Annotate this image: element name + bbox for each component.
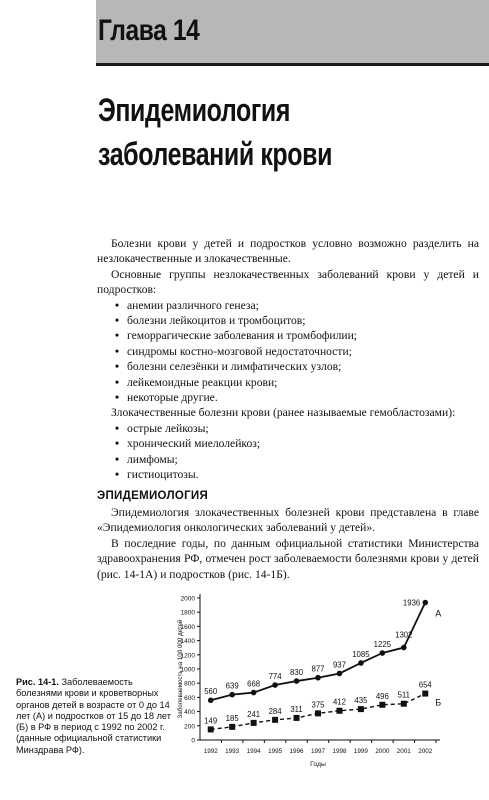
x-tick-label: 1997 [310, 748, 326, 755]
list-item: • синдромы костно-мозговой недостаточности; [127, 344, 479, 359]
chapter-label: Глава 14 [98, 14, 200, 47]
x-tick-label: 2001 [396, 748, 411, 755]
chapter-title [98, 88, 332, 176]
chapter-title-line-1: Эпидемиология [98, 92, 291, 128]
figure-caption-text: Заболеваемость болезнями крови и кроветворных органов детей в возрасте от 0 до 14 лет (А) и подростков от 15 до 18 лет (Б) в РФ в период с 1992 по 2002 г. (данные официальной статистики Минздрава РФ). [16, 677, 171, 755]
x-axis-title: Годы [310, 761, 326, 768]
data-label: 774 [268, 672, 282, 682]
data-label: 435 [354, 696, 368, 706]
y-tick-label: 600 [184, 694, 195, 702]
data-point [294, 678, 300, 684]
y-tick-label: 1800 [180, 609, 195, 617]
data-label: 311 [290, 704, 303, 714]
data-point [358, 706, 364, 712]
data-label: 668 [247, 679, 261, 689]
data-point [315, 710, 321, 716]
data-point [337, 671, 343, 677]
list-item: • некоторые другие. [127, 390, 479, 405]
y-tick-label: 1400 [180, 638, 195, 646]
y-tick-label: 1000 [180, 666, 195, 674]
data-label: 1225 [373, 640, 392, 650]
malignant-disease-list [97, 421, 479, 483]
x-tick-label: 1995 [268, 748, 283, 755]
y-tick-label: 0 [191, 737, 195, 745]
incidence-line-chart [178, 590, 453, 780]
data-point [422, 691, 428, 697]
data-label: 185 [225, 713, 239, 723]
list-item: • гистиоцитозы. [127, 467, 479, 482]
epidemiology-paragraph-1: Эпидемиология злокачественных болезней крови представлена в главе «Эпидемиология онкологических заболеваний у детей». [97, 505, 479, 535]
y-tick-label: 800 [184, 680, 195, 688]
epidemiology-paragraph-2: В последние годы, по данным официальной статистики Министерства здравоохранения РФ, отмечен рост заболеваемости болезнями крови у детей (рис. 14-1А) и подростков (рис. 14-1Б). [97, 536, 479, 581]
data-point [401, 645, 407, 651]
data-point [229, 692, 235, 698]
list-item: • хронический миелолейкоз; [127, 436, 479, 451]
data-label: 412 [332, 697, 346, 707]
chapter-title-line-2: заболеваний крови [98, 136, 333, 172]
data-point [401, 701, 407, 707]
y-tick-label: 200 [184, 723, 195, 731]
data-point [251, 690, 257, 696]
y-axis-title: Заболеваемость на 100 000 детей [177, 619, 184, 719]
x-tick-label: 1996 [289, 748, 304, 755]
data-point [251, 720, 257, 726]
data-point [422, 600, 428, 606]
y-tick-label: 400 [184, 709, 195, 717]
y-tick-label: 1200 [180, 652, 195, 660]
data-label: 496 [375, 691, 389, 701]
data-point [315, 675, 321, 681]
data-label: 375 [311, 700, 325, 710]
x-tick-label: 2000 [375, 748, 390, 755]
list-item: • болезни селезёнки и лимфатических узлов; [127, 359, 479, 374]
data-point [208, 697, 214, 703]
data-label: 284 [268, 706, 282, 716]
list-item: • лимфомы; [127, 452, 479, 467]
data-point [272, 682, 278, 688]
data-point [380, 650, 386, 656]
data-label: 149 [204, 716, 218, 726]
series-name-label: А [435, 608, 442, 619]
data-point [358, 660, 364, 666]
x-tick-label: 1998 [332, 748, 347, 755]
data-point [272, 717, 278, 723]
intro-paragraph-2: Основные группы незлокачественных заболеваний крови у детей и подростков: [97, 267, 479, 297]
data-label: 1936 [402, 598, 421, 608]
series-name-label: Б [435, 697, 442, 708]
series-line-1 [211, 603, 426, 701]
data-label: 937 [332, 660, 346, 670]
list-item: • анемии различного генеза; [127, 298, 479, 313]
list-item: • лейкемоидные реакции крови; [127, 375, 479, 390]
data-point [294, 715, 300, 721]
data-label: 654 [418, 680, 432, 690]
data-point [229, 724, 235, 730]
data-label: 1085 [352, 649, 370, 659]
list-item: • острые лейкозы; [127, 421, 479, 436]
body-text [97, 236, 479, 582]
x-tick-label: 1994 [246, 748, 261, 755]
data-label: 830 [290, 668, 304, 678]
figure-caption [16, 677, 172, 756]
y-tick-label: 2000 [180, 595, 195, 603]
data-label: 511 [397, 690, 411, 700]
x-tick-label: 2002 [418, 748, 433, 755]
data-point [379, 702, 385, 708]
data-label: 639 [225, 681, 239, 691]
data-point [208, 726, 214, 732]
x-tick-label: 1992 [203, 748, 218, 755]
y-tick-label: 1600 [180, 623, 195, 631]
figure-caption-label: Рис. 14-1. [16, 677, 59, 687]
data-label: 560 [204, 687, 218, 697]
data-point [336, 708, 342, 714]
intro-paragraph-1: Болезни крови у детей и подростков условно возможно разделить на незлокачественные и злокачественные. [97, 237, 479, 266]
x-tick-label: 1993 [225, 748, 240, 755]
x-tick-label: 1999 [353, 748, 368, 755]
intro-paragraph-3: Злокачественные болезни крови (ранее называемые гемобластозами): [111, 406, 456, 420]
list-item: • геморрагические заболевания и тромбофилии; [127, 328, 479, 343]
data-label: 241 [247, 709, 261, 719]
data-label: 1302 [395, 630, 413, 640]
section-heading-epidemiology: ЭПИДЕМИОЛОГИЯ [97, 489, 209, 502]
benign-disease-list [97, 298, 479, 406]
data-label: 877 [311, 664, 325, 674]
list-item: • болезни лейкоцитов и тромбоцитов; [127, 313, 479, 328]
